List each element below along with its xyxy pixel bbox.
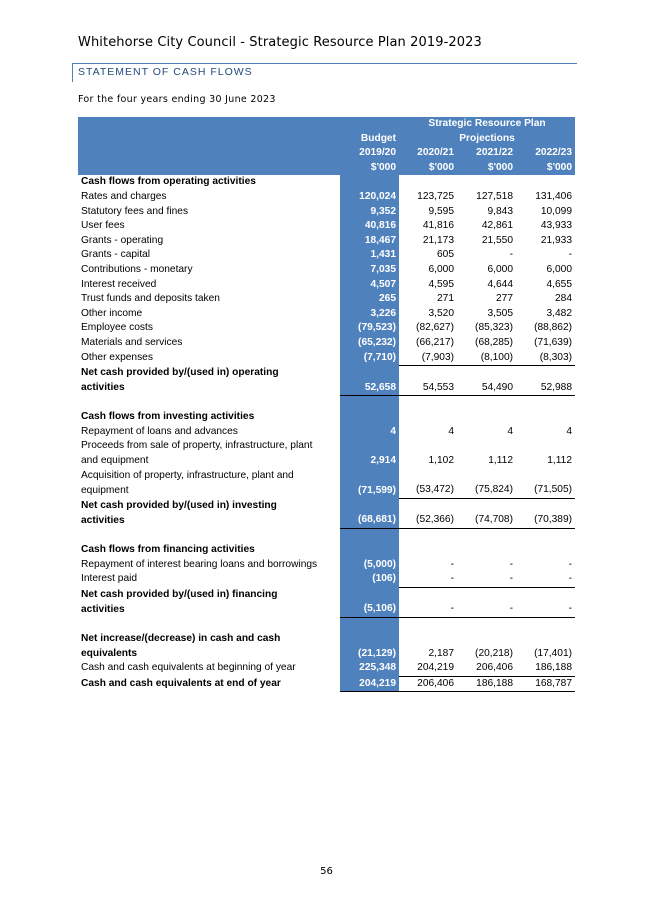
budget-cell: 4,507 [340, 278, 399, 293]
value-cell: (8,303) [516, 351, 575, 366]
row-label: Materials and services [81, 336, 183, 348]
budget-cell: (65,232) [340, 336, 399, 351]
value-cell: 42,861 [481, 220, 513, 232]
operating-heading: Cash flows from operating activities [81, 176, 256, 188]
budget-cell: 1,431 [340, 248, 399, 263]
total-label: Net cash provided by/(used in) operating [81, 366, 279, 378]
document-title: Whitehorse City Council - Strategic Resource Plan 2019-2023 [78, 35, 482, 50]
value-cell: 1,112 [488, 455, 513, 467]
budget-cell: (5,106) [340, 602, 399, 617]
budget-cell: 4 [340, 425, 399, 440]
total-row [78, 381, 575, 396]
value-cell: 1,112 [547, 455, 573, 467]
value-cell: (17,401) [534, 647, 573, 659]
budget-cell: 120,024 [340, 190, 399, 205]
value-cell: 186,188 [457, 676, 516, 692]
total-label-row [78, 366, 575, 381]
value-cell: 52,988 [516, 381, 575, 396]
table-row [78, 558, 575, 573]
value-cell: (66,217) [416, 336, 454, 348]
value-cell: 54,490 [457, 381, 516, 396]
financing-heading: Cash flows from financing activities [81, 544, 255, 556]
value-cell: 4,655 [546, 278, 573, 290]
row-label: Employee costs [81, 322, 153, 334]
unit-header: $'000 [457, 161, 516, 176]
value-cell: 21,550 [481, 234, 513, 246]
value-cell: 168,787 [516, 676, 575, 692]
table-row [78, 307, 575, 322]
closing-cash-label: Cash and cash equivalents at end of year [81, 677, 281, 689]
table-row [78, 425, 575, 440]
budget-cell: 52,658 [340, 381, 399, 396]
budget-cell: (7,710) [340, 351, 399, 366]
table-row [78, 321, 575, 336]
value-cell: 204,219 [399, 661, 457, 676]
row-label: Statutory fees and fines [81, 205, 189, 217]
total-label-row [78, 498, 575, 513]
total-label: activities [81, 603, 125, 615]
row-label: Other expenses [81, 351, 153, 363]
budget-cell: 225,348 [340, 661, 399, 676]
page-number: 56 [320, 866, 333, 877]
value-cell: 21,173 [422, 234, 454, 246]
header-row-years [78, 146, 575, 161]
value-cell: (8,100) [457, 351, 516, 366]
total-row [78, 602, 575, 617]
budget-cell: 265 [340, 292, 399, 307]
unit-header: $'000 [399, 161, 457, 176]
value-cell: - [457, 602, 516, 617]
budget-cell: 40,816 [340, 219, 399, 234]
value-cell: (71,505) [516, 483, 575, 498]
net-change-label: Net increase/(decrease) in cash and cash [81, 633, 281, 644]
value-cell: - [509, 558, 513, 570]
year-header: 2021/22 [457, 146, 516, 161]
row-label: equipment [81, 484, 129, 496]
budget-cell: 9,352 [340, 205, 399, 220]
value-cell: 284 [555, 293, 573, 305]
value-cell: - [516, 602, 575, 617]
value-cell: 41,816 [422, 220, 454, 232]
total-label: activities [81, 381, 125, 393]
opening-cash-row [78, 661, 575, 676]
table-row [78, 454, 575, 469]
projections-header: Projections [399, 132, 575, 147]
value-cell: (85,323) [475, 322, 513, 334]
cash-flow-table [78, 117, 575, 692]
value-cell: 6,000 [487, 263, 513, 275]
table-row-label-line [78, 469, 575, 484]
row-label: Grants - capital [81, 249, 151, 261]
header-row-budget [78, 132, 575, 147]
value-cell: 43,933 [540, 220, 573, 232]
row-label: Interest paid [81, 573, 138, 585]
year-header: 2022/23 [516, 146, 575, 161]
value-cell: - [568, 558, 573, 570]
budget-cell: (106) [340, 572, 399, 587]
value-cell: 54,553 [399, 381, 457, 396]
budget-cell: 2,914 [340, 454, 399, 469]
spacer-row [78, 618, 575, 633]
value-cell: 271 [437, 293, 454, 305]
value-cell: 4 [507, 425, 513, 437]
spacer-row [78, 529, 575, 544]
budget-cell: 204,219 [340, 676, 399, 692]
value-cell: - [568, 249, 573, 261]
value-cell: 3,520 [428, 307, 454, 319]
row-label: Interest received [81, 278, 157, 290]
section-heading-row [78, 543, 575, 558]
table-row [78, 234, 575, 249]
value-cell: 6,000 [546, 263, 573, 275]
net-change-label: equivalents [81, 647, 138, 659]
value-cell: 127,518 [476, 190, 513, 202]
value-cell: 9,843 [487, 205, 513, 217]
value-cell: 9,595 [428, 205, 454, 217]
budget-cell: (5,000) [340, 558, 399, 573]
year-header: 2019/20 [340, 146, 399, 161]
row-label: Repayment of loans and advances [81, 425, 238, 437]
table-row [78, 248, 575, 263]
section-heading-row [78, 175, 575, 190]
closing-cash-row [78, 676, 575, 692]
value-cell: 206,406 [457, 661, 516, 676]
row-label: and equipment [81, 455, 149, 467]
unit-header: $'000 [340, 161, 399, 176]
value-cell: (7,903) [399, 351, 457, 366]
value-cell: (82,627) [416, 322, 454, 334]
row-label: Cash and cash equivalents at beginning of year [81, 662, 296, 674]
budget-cell: 7,035 [340, 263, 399, 278]
value-cell: 4,644 [487, 278, 513, 290]
section-title: STATEMENT OF CASH FLOWS [78, 66, 253, 78]
row-label: Other income [81, 307, 143, 319]
value-cell: 3,482 [546, 307, 573, 319]
value-cell: 4 [566, 425, 573, 437]
budget-cell: (71,599) [340, 483, 399, 498]
value-cell: 4 [448, 425, 454, 437]
row-label: Rates and charges [81, 190, 167, 202]
value-cell: 6,000 [428, 263, 454, 275]
table-row [78, 205, 575, 220]
budget-cell: (79,523) [340, 321, 399, 336]
section-heading-row [78, 410, 575, 425]
value-cell: (20,218) [475, 647, 513, 659]
investing-heading: Cash flows from investing activities [81, 411, 255, 423]
value-cell: 10,099 [540, 205, 573, 217]
row-label: Trust funds and deposits taken [81, 293, 220, 305]
value-cell: 206,406 [399, 676, 457, 692]
spacer-row [78, 396, 575, 411]
unit-header: $'000 [516, 161, 575, 176]
group-header: Strategic Resource Plan [399, 117, 575, 132]
net-change-row [78, 647, 575, 662]
row-label: User fees [81, 220, 125, 232]
table-row [78, 572, 575, 587]
table-row [78, 219, 575, 234]
value-cell: (68,285) [475, 336, 513, 348]
value-cell: 123,725 [417, 190, 454, 202]
value-cell: 186,188 [516, 661, 575, 676]
value-cell: (75,824) [457, 483, 516, 498]
budget-cell: (68,681) [340, 513, 399, 528]
table-row-label-line [78, 439, 575, 454]
table-row [78, 278, 575, 293]
value-cell: 21,933 [540, 234, 573, 246]
table-row [78, 351, 575, 366]
value-cell: (74,708) [457, 513, 516, 528]
budget-cell: 18,467 [340, 234, 399, 249]
statement-period: For the four years ending 30 June 2023 [78, 94, 276, 105]
total-label-row [78, 632, 575, 647]
row-label: Contributions - monetary [81, 263, 193, 275]
row-label: Repayment of interest bearing loans and borrowings [81, 558, 318, 570]
table-row [78, 336, 575, 351]
budget-cell: 3,226 [340, 307, 399, 322]
header-row-units [78, 161, 575, 176]
header-row-group [78, 117, 575, 132]
value-cell: 277 [496, 293, 513, 305]
value-cell: - [450, 558, 454, 570]
total-label: Net cash provided by/(used in) investing [81, 499, 277, 511]
value-cell: 2,187 [428, 647, 454, 659]
row-label: Grants - operating [81, 234, 164, 246]
value-cell: 4,595 [428, 278, 454, 290]
table-row [78, 263, 575, 278]
value-cell: - [457, 572, 516, 587]
value-cell: (53,472) [399, 483, 457, 498]
table-row [78, 190, 575, 205]
value-cell: - [399, 572, 457, 587]
value-cell: 3,505 [487, 307, 513, 319]
row-label: Acquisition of property, infrastructure, plant and [81, 469, 294, 481]
value-cell: (88,862) [534, 322, 573, 334]
budget-header: Budget [340, 132, 399, 147]
value-cell: 131,406 [535, 190, 573, 202]
value-cell: - [509, 249, 513, 261]
value-cell: - [516, 572, 575, 587]
value-cell: 1,102 [428, 455, 454, 467]
value-cell: - [399, 602, 457, 617]
table-row [78, 483, 575, 498]
table-row [78, 292, 575, 307]
total-label-row [78, 587, 575, 602]
value-cell: 605 [437, 249, 454, 261]
total-label: Net cash provided by/(used in) financing [81, 588, 278, 600]
total-row [78, 513, 575, 528]
total-label: activities [81, 514, 125, 526]
value-cell: (71,639) [534, 336, 573, 348]
value-cell: (70,389) [516, 513, 575, 528]
value-cell: (52,366) [399, 513, 457, 528]
budget-cell: (21,129) [340, 647, 399, 662]
row-label: Proceeds from sale of property, infrastructure, plant [81, 440, 313, 452]
year-header: 2020/21 [399, 146, 457, 161]
